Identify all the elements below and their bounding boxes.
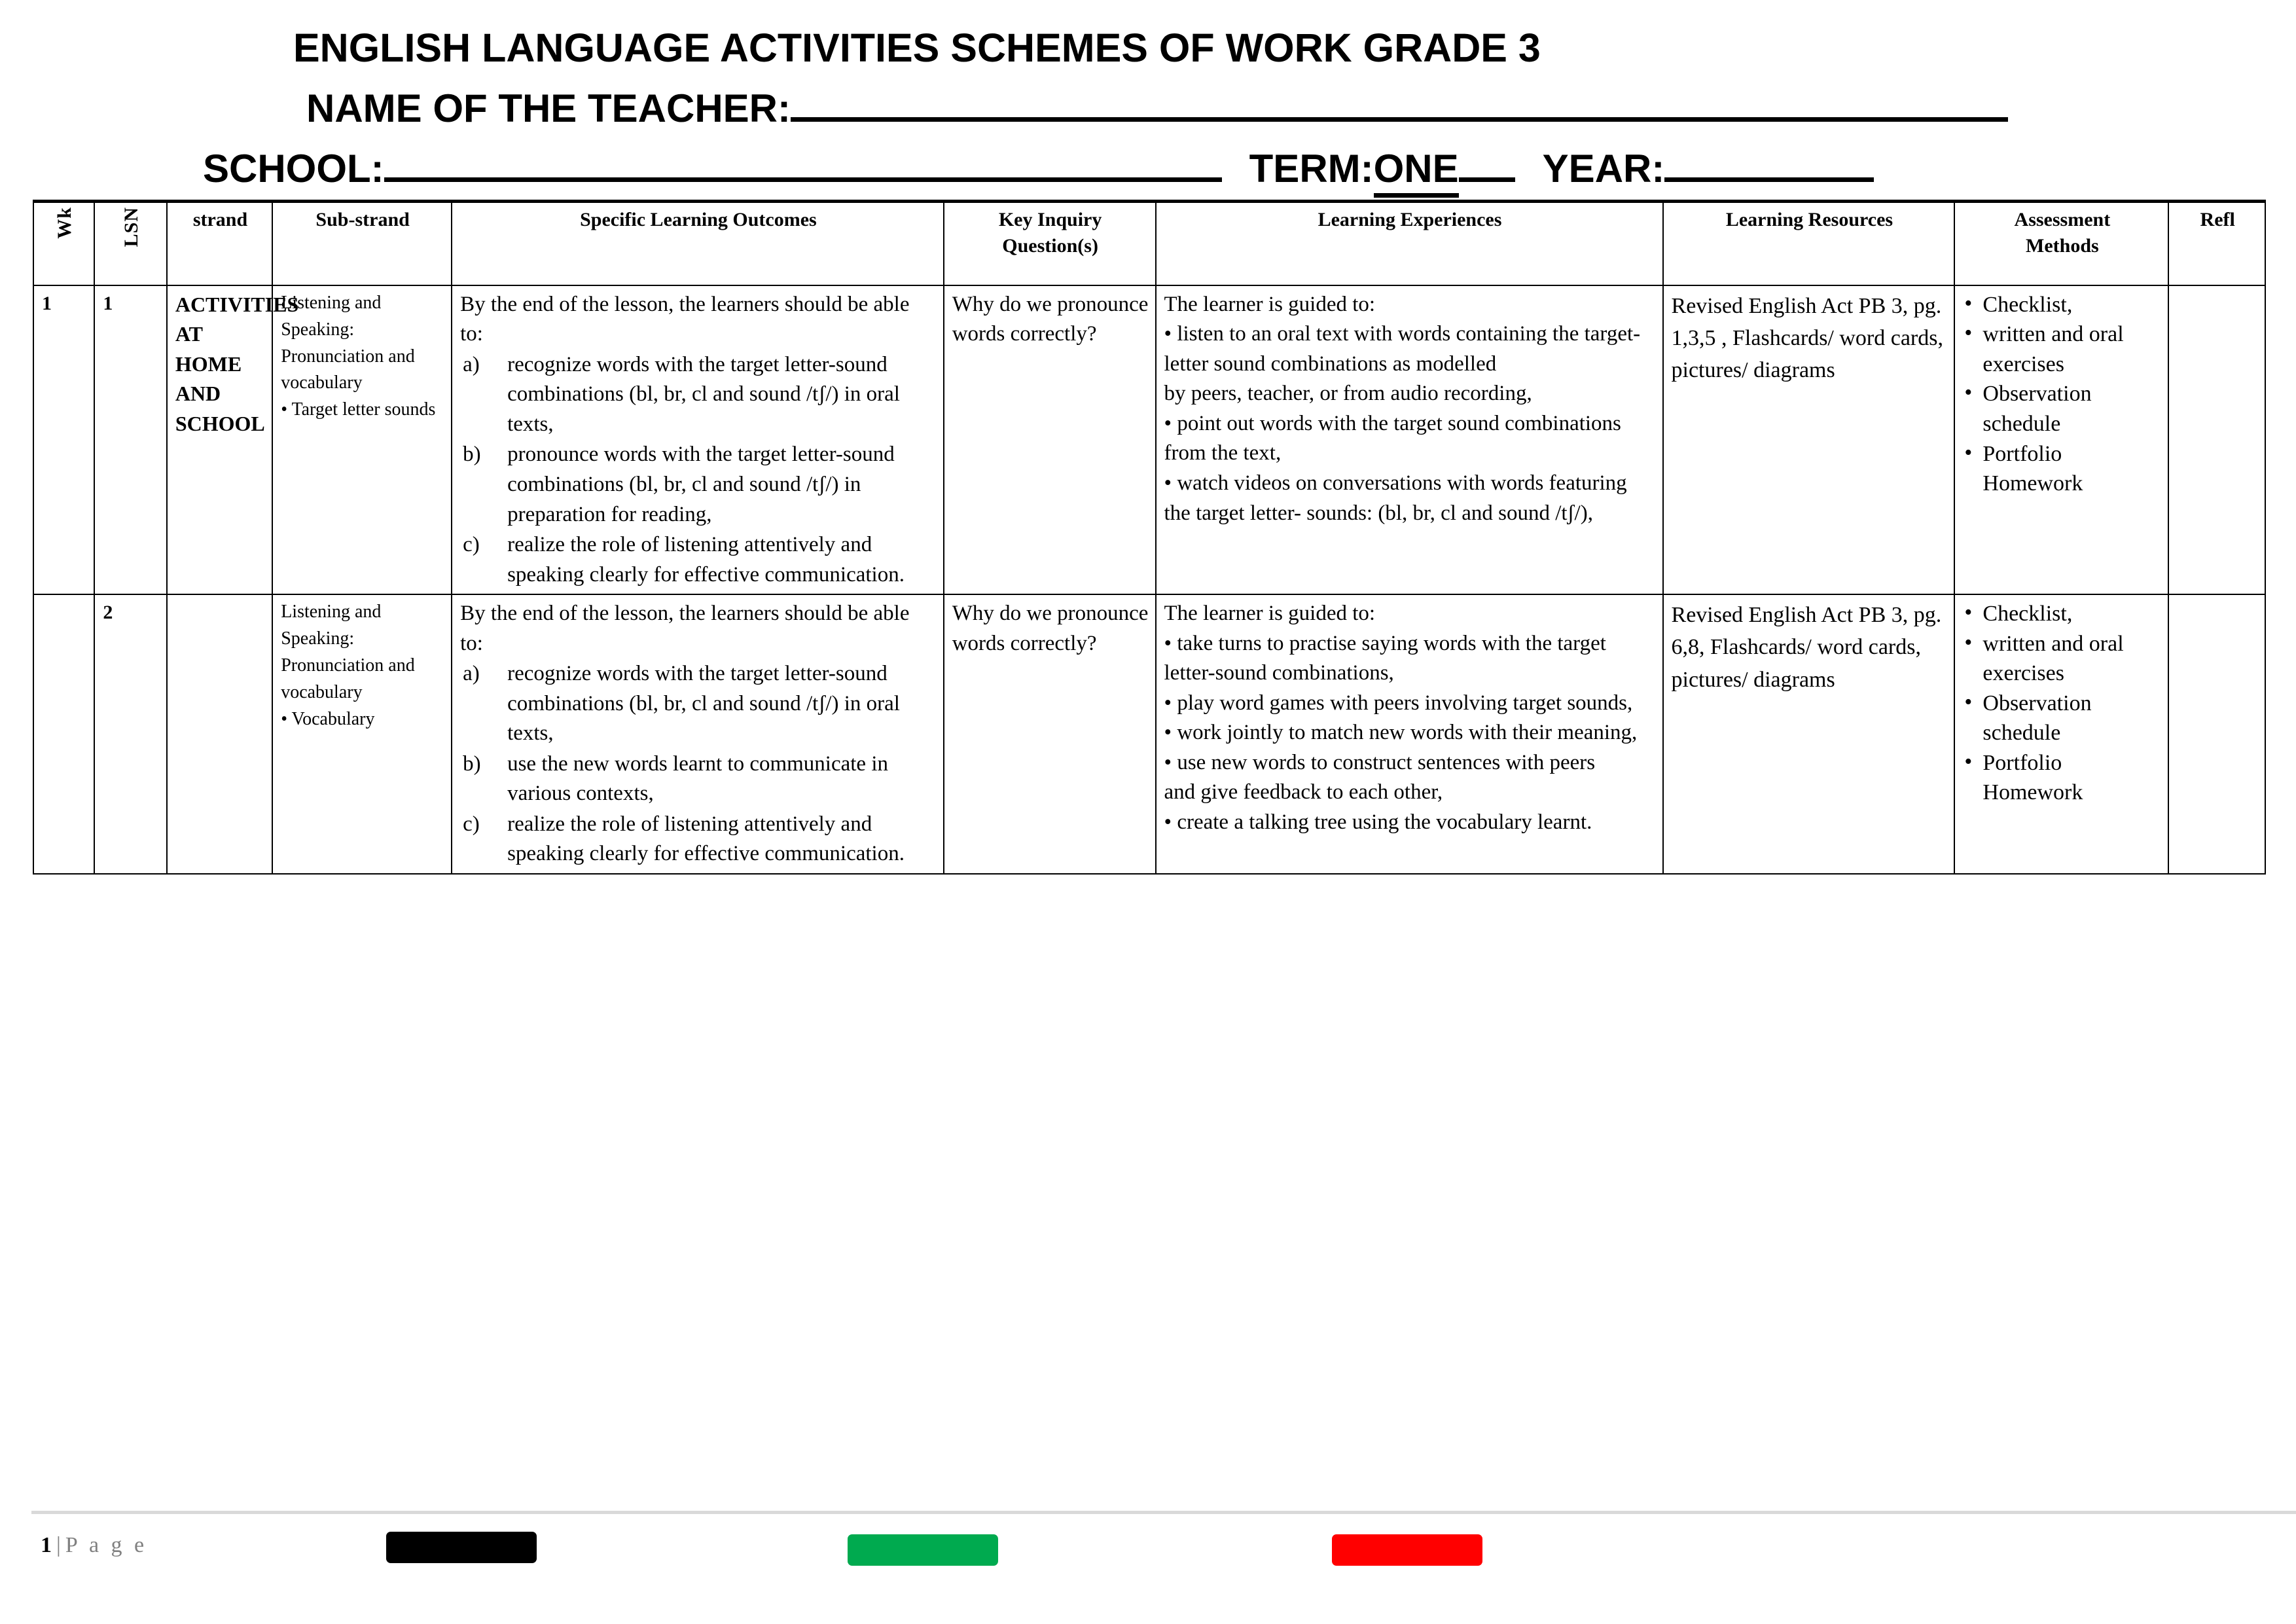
experience-item: • play word games with peers involving target sounds, — [1164, 691, 1633, 715]
column-header-learning-resources: Learning Resources — [1663, 202, 1955, 285]
cell-strand[interactable] — [167, 594, 272, 874]
resource-text: Revised English Act PB — [1671, 293, 1892, 318]
bullet-icon: • — [1964, 749, 1973, 774]
bullet-icon: • — [1964, 689, 1973, 714]
assessment-item: • Checklist, — [1963, 290, 2161, 320]
teacher-blank-line[interactable] — [791, 86, 2008, 122]
outcome-marker: a) — [463, 662, 480, 686]
experience-item: • create a talking tree using the vocabulary learnt. — [1164, 810, 1592, 834]
cell-learning-resources[interactable] — [1663, 594, 1955, 874]
experience-item: and give feedback to each other, — [1164, 780, 1443, 804]
bullet-icon: • — [1964, 321, 1973, 346]
schemes-of-work-table — [33, 200, 2266, 875]
assessment-item: • Observation schedule — [1963, 689, 2161, 748]
column-header-specific-learning-outcomes: Specific Learning Outcomes — [452, 202, 944, 285]
cell-learning-experiences[interactable] — [1156, 594, 1663, 874]
experiences-lead: The learner is guided to: — [1164, 292, 1376, 316]
outcome-marker: b) — [463, 751, 481, 776]
outcome-item: a) recognize words with the target letter-sound combinations (bl, br, cl and sound /tʃ/) in oral texts, — [460, 350, 937, 440]
outcome-item: b) use the new words learnt to communicate in various contexts, — [460, 749, 937, 809]
page-footer — [0, 1525, 2296, 1623]
footer-divider — [31, 1511, 2296, 1514]
table-row — [33, 285, 2265, 594]
resource-text-cont: , Flashcards/ word cards, pictures/ diagrams — [1671, 326, 1943, 383]
teacher-label: NAME OF THE TEACHER: — [306, 86, 791, 131]
experience-item: • watch videos on conversations with words featuring the target letter- sounds: (bl, br, cl and sound /tʃ/), — [1164, 471, 1627, 525]
cell-specific-learning-outcomes[interactable] — [452, 594, 944, 874]
color-swatch-green — [848, 1534, 998, 1566]
cell-strand[interactable]: ACTIVITIES AT HOME AND SCHOOL — [167, 285, 272, 594]
teacher-field-line — [0, 83, 2296, 134]
school-blank-line[interactable] — [384, 146, 1222, 182]
resource-page-reference: 3, pg. 1,3,5 — [1671, 293, 1942, 351]
cell-specific-learning-outcomes[interactable] — [452, 285, 944, 594]
document-header — [0, 0, 2296, 194]
school-term-year-line — [0, 143, 2296, 194]
column-header-key-inquiry-questions: Key Inquiry Question(s) — [944, 202, 1156, 285]
experience-item: • point out words with the target sound combinations from the text, — [1164, 411, 1621, 465]
cell-reflection[interactable] — [2168, 285, 2265, 594]
table-body — [33, 285, 2265, 874]
cell-assessment-methods[interactable] — [1954, 594, 2168, 874]
cell-learning-experiences[interactable] — [1156, 285, 1663, 594]
assessment-item: • Observation schedule — [1963, 379, 2161, 439]
color-swatch-red — [1332, 1534, 1482, 1566]
sub-strand-heading: Listening and Speaking: Pronunciation and vocabulary — [281, 292, 415, 393]
outcomes-list — [460, 659, 937, 869]
experience-item: by peers, teacher, or from audio recording, — [1164, 382, 1532, 406]
cell-key-inquiry-question[interactable]: Why do we pronounce words correctly? — [944, 285, 1156, 594]
resource-page-reference: 3, pg. 6,8, — [1671, 603, 1942, 660]
assessment-list — [1963, 290, 2161, 499]
page-number-indicator — [41, 1533, 147, 1558]
outcome-item: c) realize the role of listening attentively and speaking clearly for effective communication. — [460, 530, 937, 590]
column-header-assessment-methods: Assessment Methods — [1954, 202, 2168, 285]
column-header-strand: strand — [167, 202, 272, 285]
outcome-item: a) recognize words with the target letter-sound combinations (bl, br, cl and sound /tʃ/) in oral texts, — [460, 659, 937, 749]
cell-lesson[interactable]: 2 — [94, 594, 166, 874]
page-number: 1 — [41, 1533, 52, 1557]
resource-text-cont: Flashcards/ word cards, pictures/ diagrams — [1671, 635, 1921, 692]
page-title: ENGLISH LANGUAGE ACTIVITIES SCHEMES OF WORK GRADE 3 — [293, 26, 1541, 70]
sub-strand-heading: Listening and Speaking: Pronunciation and vocabulary — [281, 602, 415, 702]
outcome-item: c) realize the role of listening attentively and speaking clearly for effective communication. — [460, 810, 937, 869]
column-header-wk: Wk — [33, 202, 94, 285]
outcome-item: b) pronounce words with the target letter-sound combinations (bl, br, cl and sound /tʃ/) in preparation for reading, — [460, 440, 937, 530]
cell-assessment-methods[interactable] — [1954, 285, 2168, 594]
cell-sub-strand[interactable] — [272, 594, 452, 874]
bullet-icon: • — [1964, 291, 1973, 316]
cell-learning-resources[interactable] — [1663, 285, 1955, 594]
experiences-lead: The learner is guided to: — [1164, 602, 1376, 626]
assessment-item: • Checklist, — [1963, 599, 2161, 629]
term-value[interactable]: ONE — [1374, 147, 1459, 198]
term-blank-line[interactable] — [1459, 149, 1515, 182]
table-header-row — [33, 202, 2265, 285]
resource-text: Revised English Act PB — [1671, 603, 1892, 628]
column-header-reflection: Refl — [2168, 202, 2265, 285]
column-header-learning-experiences: Learning Experiences — [1156, 202, 1663, 285]
cell-week[interactable]: 1 — [33, 285, 94, 594]
outcome-marker: c) — [463, 812, 480, 836]
column-header-lsn: LSN — [94, 202, 166, 285]
year-label: YEAR: — [1542, 147, 1665, 191]
experience-item: • take turns to practise saying words with the target letter-sound combinations, — [1164, 631, 1606, 685]
outcomes-list — [460, 350, 937, 590]
cell-lesson[interactable]: 1 — [94, 285, 166, 594]
outcome-marker: a) — [463, 352, 480, 376]
column-header-sub-strand: Sub-strand — [272, 202, 452, 285]
page-word: P a g e — [65, 1533, 148, 1557]
sub-strand-bullet: • Vocabulary — [281, 708, 375, 729]
assessment-list — [1963, 599, 2161, 808]
term-label: TERM: — [1249, 147, 1374, 191]
experience-item: • work jointly to match new words with their meaning, — [1164, 721, 1638, 745]
page-separator: | — [56, 1533, 62, 1557]
bullet-icon: • — [1964, 440, 1973, 465]
cell-sub-strand[interactable] — [272, 285, 452, 594]
experience-item: • use new words to construct sentences with peers — [1164, 750, 1596, 774]
cell-week[interactable] — [33, 594, 94, 874]
outcomes-lead: By the end of the lesson, the learners should be able to: — [460, 292, 910, 346]
table-row — [33, 594, 2265, 874]
bullet-icon: • — [1964, 600, 1973, 625]
assessment-item: • written and oral exercises — [1963, 629, 2161, 689]
cell-reflection[interactable] — [2168, 594, 2265, 874]
year-blank-line[interactable] — [1664, 146, 1874, 182]
school-label: SCHOOL: — [203, 147, 384, 191]
experience-item: • listen to an oral text with words containing the target-letter sound combinations as modelled — [1164, 322, 1641, 376]
outcomes-lead: By the end of the lesson, the learners should be able to: — [460, 602, 910, 655]
color-swatch-black — [386, 1532, 537, 1563]
outcome-marker: c) — [463, 533, 480, 557]
outcome-marker: b) — [463, 442, 481, 467]
bullet-icon: • — [1964, 630, 1973, 655]
sub-strand-bullet: • Target letter sounds — [281, 399, 436, 420]
cell-key-inquiry-question[interactable]: Why do we pronounce words correctly? — [944, 594, 1156, 874]
assessment-item: • written and oral exercises — [1963, 319, 2161, 379]
bullet-icon: • — [1964, 380, 1973, 405]
assessment-item: • Portfolio Homework — [1963, 748, 2161, 808]
assessment-item: • Portfolio Homework — [1963, 439, 2161, 499]
